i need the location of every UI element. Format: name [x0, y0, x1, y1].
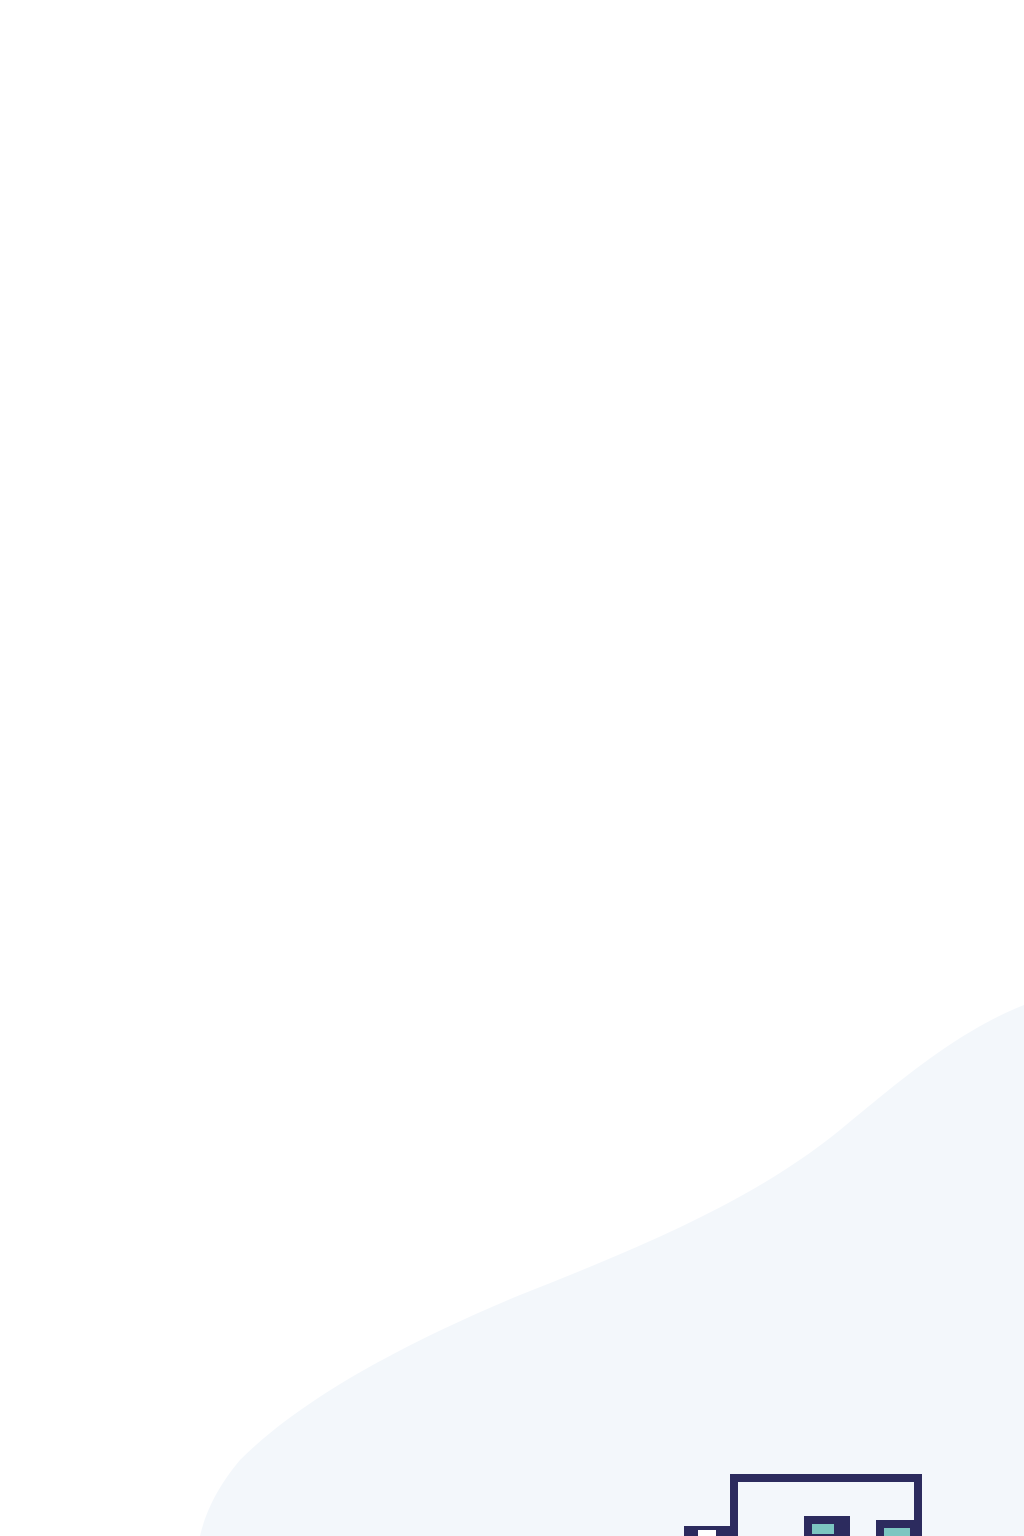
building-illustration-icon — [680, 1470, 930, 1536]
